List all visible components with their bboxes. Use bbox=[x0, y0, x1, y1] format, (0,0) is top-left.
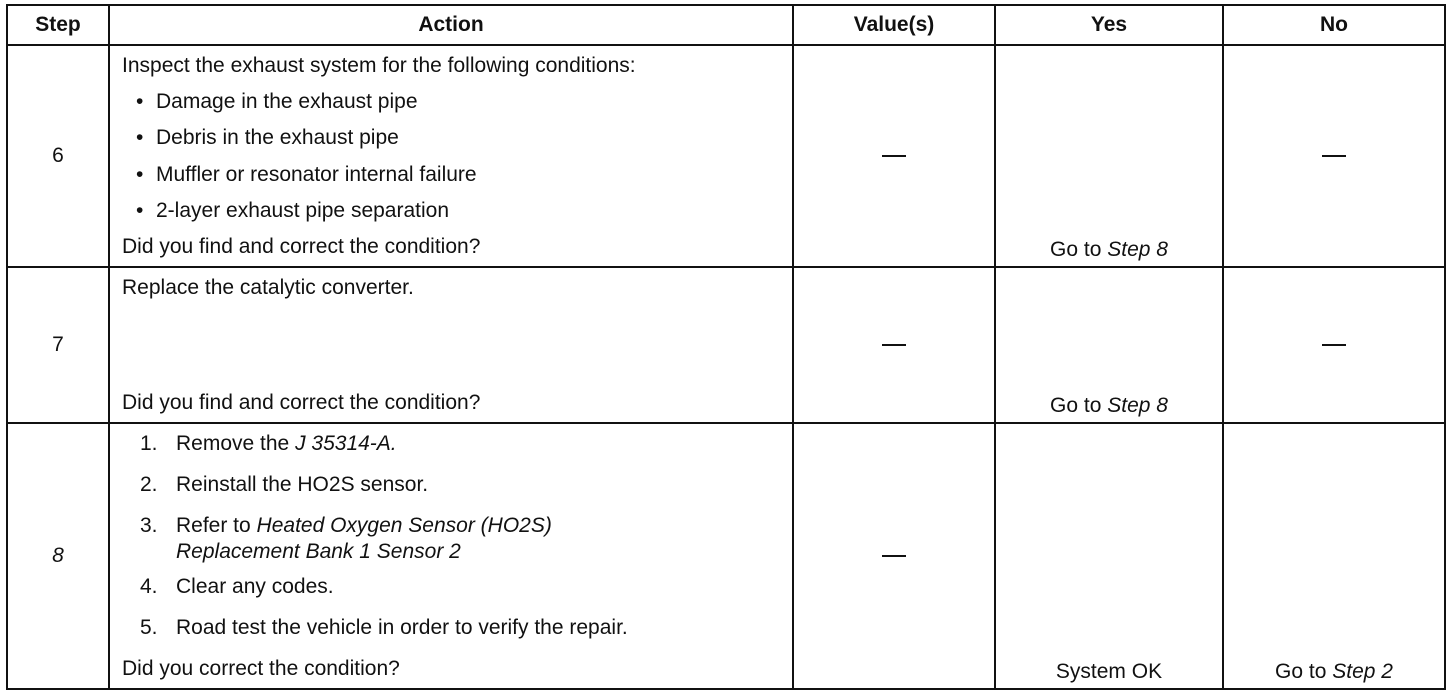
yes-cell-8: System OK bbox=[995, 423, 1223, 689]
numbered-step: 1. Remove the J 35314-A. bbox=[140, 432, 397, 455]
dash-mark bbox=[882, 344, 906, 346]
numbered-step: 4. Clear any codes. bbox=[140, 575, 334, 599]
step-number-7: 7 bbox=[7, 267, 109, 423]
diagnostic-table bbox=[6, 4, 1446, 690]
table-row-step-7 bbox=[7, 267, 1445, 423]
header-yes: Yes bbox=[995, 5, 1223, 45]
header-no: No bbox=[1223, 5, 1445, 45]
action-question: Did you find and correct the condition? bbox=[122, 391, 481, 414]
yes-cell-6: Go to Step 8 bbox=[995, 45, 1223, 267]
numbered-step: 2. Reinstall the HO2S sensor. bbox=[140, 472, 429, 496]
no-cell-7 bbox=[1223, 267, 1445, 423]
dash-mark bbox=[1322, 155, 1346, 157]
no-cell-8: Go to Step 2 bbox=[1223, 423, 1445, 689]
action-question: Did you find and correct the condition? bbox=[122, 234, 481, 258]
action-cell-8 bbox=[109, 423, 793, 689]
step-reference: Step 2 bbox=[1332, 660, 1393, 683]
bullet-item: • Debris in the exhaust pipe bbox=[136, 126, 399, 150]
header-action: Action bbox=[109, 5, 793, 45]
dash-mark bbox=[882, 555, 906, 557]
action-intro: Replace the catalytic converter. bbox=[122, 276, 414, 299]
action-intro: Inspect the exhaust system for the following conditions: bbox=[122, 54, 636, 77]
step-number-8: 8 bbox=[7, 423, 109, 689]
procedure-reference-continued: Replacement Bank 1 Sensor 2 bbox=[176, 539, 461, 563]
bullet-item: • Damage in the exhaust pipe bbox=[136, 90, 418, 114]
values-cell-8 bbox=[793, 423, 995, 689]
tool-reference: J 35314-A. bbox=[295, 432, 397, 455]
step-reference: Step 8 bbox=[1107, 238, 1168, 261]
values-cell-7 bbox=[793, 267, 995, 423]
table-row-step-8 bbox=[7, 423, 1445, 689]
step-number-6: 6 bbox=[7, 45, 109, 267]
table-row-step-6 bbox=[7, 45, 1445, 267]
action-cell-6 bbox=[109, 45, 793, 267]
no-cell-6 bbox=[1223, 45, 1445, 267]
action-cell-7 bbox=[109, 267, 793, 423]
bullet-item: • Muffler or resonator internal failure bbox=[136, 162, 477, 186]
numbered-step: 5. Road test the vehicle in order to verify the repair. bbox=[140, 616, 628, 640]
step-reference: Step 8 bbox=[1107, 394, 1168, 417]
bullet-item: • 2-layer exhaust pipe separation bbox=[136, 198, 450, 222]
action-question: Did you correct the condition? bbox=[122, 656, 400, 680]
numbered-step-reference: 3. Refer to Heated Oxygen Sensor (HO2S) Replacement Bank 1 Sensor 2 bbox=[122, 508, 784, 564]
header-values: Value(s) bbox=[793, 5, 995, 45]
header-step: Step bbox=[7, 5, 109, 45]
dash-mark bbox=[1322, 344, 1346, 346]
procedure-reference: Heated Oxygen Sensor (HO2S) bbox=[256, 513, 552, 537]
yes-cell-7: Go to Step 8 bbox=[995, 267, 1223, 423]
values-cell-6 bbox=[793, 45, 995, 267]
header-row bbox=[7, 5, 1445, 45]
dash-mark bbox=[882, 155, 906, 157]
